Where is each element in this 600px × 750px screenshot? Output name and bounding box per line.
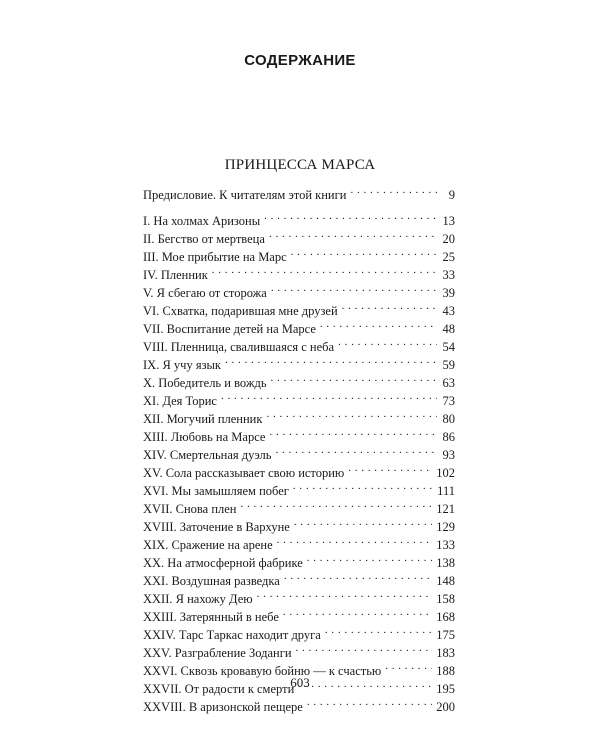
- toc-entry-label: XVI. Мы замышляем побег: [143, 484, 289, 498]
- dot-leader: [342, 297, 437, 315]
- part-title: ПРИНЦЕССА МАРСА: [224, 157, 376, 173]
- toc-entry-page: 80: [442, 412, 455, 426]
- toc-entry-label: IX. Я учу язык: [143, 358, 221, 372]
- toc-entry-page: 43: [442, 304, 455, 318]
- toc-entry-label: XVII. Снова плен: [143, 502, 237, 516]
- toc-entry-page: 188: [436, 664, 455, 678]
- toc-entry: [143, 207, 455, 228]
- chapter-list: [143, 207, 455, 714]
- toc-entry-label: XIX. Сражение на арене: [143, 538, 273, 552]
- toc-entry-label: XXI. Воздушная разведка: [143, 574, 280, 588]
- toc-entry-page: 48: [442, 322, 455, 336]
- toc-entry-label: XXVI. Сквозь кровавую бойню — к счастью: [143, 664, 382, 678]
- dot-leader: [296, 639, 433, 657]
- toc-entry-page: 54: [442, 340, 455, 354]
- dot-leader: [307, 693, 432, 711]
- dot-leader: [294, 513, 432, 531]
- toc-entry-label: XVIII. Заточение в Вархуне: [143, 520, 290, 534]
- toc-entry-label: XIII. Любовь на Марсе: [143, 430, 266, 444]
- toc-entry-label: Предисловие. К читателям этой книги: [143, 188, 347, 202]
- toc-entry-label: XXIV. Тарс Таркас находит друга: [143, 628, 321, 642]
- toc-entry-page: 183: [436, 646, 455, 660]
- toc-entry-page: 121: [436, 502, 455, 516]
- toc-entry-label: VIII. Пленница, свалившаяся с неба: [143, 340, 335, 354]
- toc-entry-label: IV. Пленник: [143, 268, 208, 282]
- page-heading: СОДЕРЖАНИЕ: [244, 52, 356, 69]
- toc-entry-page: 59: [442, 358, 455, 372]
- dot-leader: [320, 315, 437, 333]
- toc-entry-label: II. Бегство от мертвеца: [143, 232, 265, 246]
- toc-entry-page: 200: [436, 700, 455, 714]
- dot-leader: [385, 657, 432, 675]
- toc-entry-label: I. На холмах Аризоны: [143, 214, 261, 228]
- toc-entry-page: 158: [436, 592, 455, 606]
- toc-entry-page: 148: [436, 574, 455, 588]
- toc-entry-label: VII. Воспитание детей на Марсе: [143, 322, 316, 336]
- table-of-contents: [143, 181, 455, 714]
- toc-entry-label: XXV. Разграбление Зоданги: [143, 646, 292, 660]
- toc-entry-label: XXVIII. В аризонской пещере: [143, 700, 303, 714]
- toc-entry-label: XXVII. От радости к смерти: [143, 682, 295, 696]
- toc-entry-label: XXII. Я нахожу Дею: [143, 592, 253, 606]
- toc-entry-label: XX. На атмосферной фабрике: [143, 556, 303, 570]
- dot-leader: [277, 531, 433, 549]
- toc-entry-page: 175: [436, 628, 455, 642]
- toc-entry-label: X. Победитель и вождь: [143, 376, 267, 390]
- dot-leader: [291, 243, 437, 261]
- toc-entry-page: 129: [436, 520, 455, 534]
- dot-leader: [264, 207, 437, 225]
- dot-leader: [271, 369, 437, 387]
- dot-leader: [212, 261, 437, 279]
- toc-entry-page: 138: [436, 556, 455, 570]
- dot-leader: [338, 333, 437, 351]
- dot-leader: [348, 459, 432, 477]
- dot-leader: [293, 477, 433, 495]
- dot-leader: [240, 495, 432, 513]
- toc-entry-page: 102: [436, 466, 455, 480]
- dot-leader: [307, 549, 432, 567]
- dot-leader: [221, 387, 437, 405]
- dot-leader: [271, 279, 437, 297]
- toc-entry-page: 133: [436, 538, 455, 552]
- toc-entry-label: XI. Дея Торис: [143, 394, 217, 408]
- toc-entry-preface: [143, 181, 455, 202]
- toc-entry-page: 93: [442, 448, 455, 462]
- toc-entry-page: 111: [437, 484, 455, 498]
- toc-entry-page: 39: [442, 286, 455, 300]
- toc-entry-page: 86: [442, 430, 455, 444]
- toc-entry-label: XIV. Смертельная дуэль: [143, 448, 272, 462]
- dot-leader: [276, 441, 438, 459]
- toc-entry-page: 168: [436, 610, 455, 624]
- toc-entry-label: XV. Сола рассказывает свою историю: [143, 466, 345, 480]
- toc-entry-page: 33: [442, 268, 455, 282]
- toc-entry-page: 20: [442, 232, 455, 246]
- toc-entry-label: XII. Могучий пленник: [143, 412, 263, 426]
- dot-leader: [269, 423, 437, 441]
- toc-entry-label: III. Мое прибытие на Марс: [143, 250, 287, 264]
- toc-entry-page: 13: [442, 214, 455, 228]
- page-number: 603: [290, 675, 310, 690]
- toc-entry-page: 25: [442, 250, 455, 264]
- toc-entry-label: XXIII. Затерянный в небе: [143, 610, 279, 624]
- dot-leader: [225, 351, 437, 369]
- toc-entry-page: 9: [448, 188, 455, 202]
- dot-leader: [284, 567, 432, 585]
- dot-leader: [325, 621, 432, 639]
- dot-leader: [266, 405, 437, 423]
- toc-entry-page: 73: [442, 394, 455, 408]
- toc-entry-label: V. Я сбегаю от сторожа: [143, 286, 267, 300]
- dot-leader: [350, 181, 437, 199]
- dot-leader: [269, 225, 437, 243]
- dot-leader: [257, 585, 433, 603]
- toc-entry-page: 195: [436, 682, 455, 696]
- toc-entry-label: VI. Схватка, подарившая мне друзей: [143, 304, 338, 318]
- toc-entry-page: 63: [442, 376, 455, 390]
- dot-leader: [283, 603, 432, 621]
